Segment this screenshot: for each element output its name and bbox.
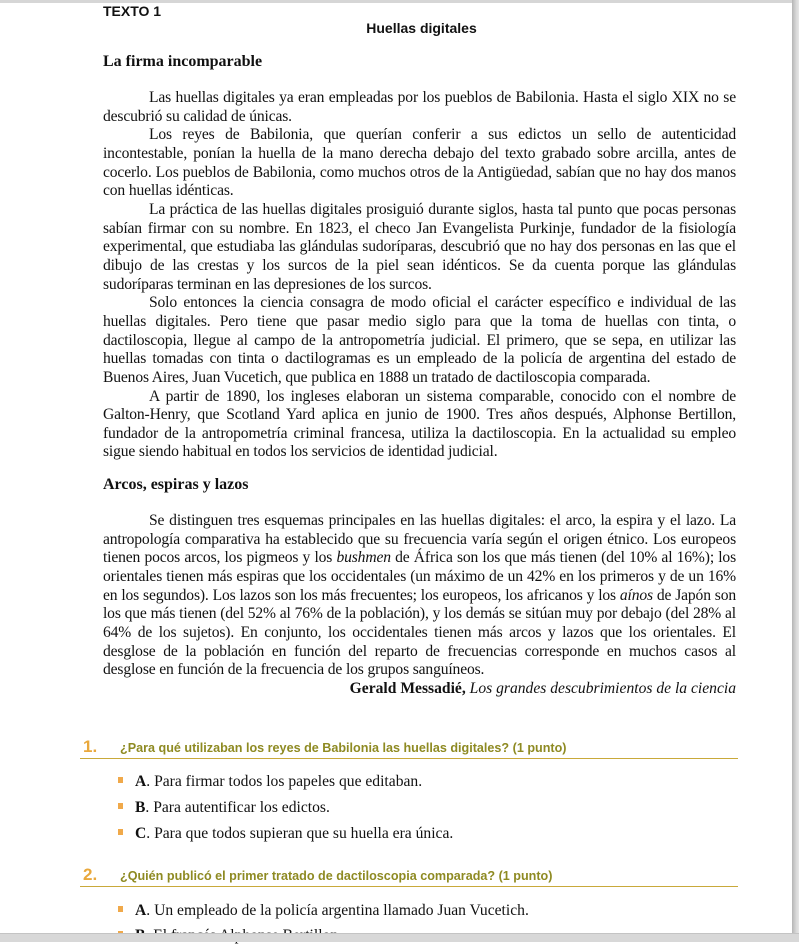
paragraph: Las huellas digitales ya eran empleadas por los pueblos de Babilonia. Hasta el siglo XIX no se descubrió su calidad de únicas.	[103, 89, 736, 125]
document-page	[0, 3, 792, 933]
vertical-scrollbar[interactable]	[792, 0, 799, 942]
question-number: 1.	[83, 737, 98, 756]
question-1-option-a	[118, 773, 422, 791]
paragraph	[103, 512, 736, 680]
bullet-icon	[118, 777, 123, 783]
section-heading: La firma incomparable	[103, 53, 263, 70]
option-text: . Un empleado de la policía argentina llamado Juan Vucetich.	[146, 902, 529, 919]
italic-term: bushmen	[336, 549, 391, 567]
question-2-header	[80, 864, 738, 887]
option-text: . Para firmar todos los papeles que editaban.	[146, 773, 423, 790]
question-text: ¿Quién publicó el primer tratado de dactiloscopia comparada? (1 punto)	[120, 869, 553, 883]
section-firma	[103, 53, 736, 71]
question-1-option-c	[118, 825, 453, 843]
paragraph-text: de África son los que más tienen (del 10% al 16%); los orientales tienen más espiras que los occidentales (un máximo de un 42% en los primeros y de un 16% en los segundos). Los lazos son los más frecuentes; los europeos, los africanos y los	[103, 549, 737, 604]
section-heading: Arcos, espiras y lazos	[103, 476, 249, 493]
paragraph-text: Se distinguen tres esquemas principales en las huellas digitales: el arco, la espira y el lazo. La antropología comparativa ha establecido que su frecuencia varía según el origen étnico. Los europeos tienen pocos arcos, los pigmeos y los	[103, 512, 736, 567]
paragraph-text: de Japón son los que más tienen (del 52% al 76% de la población), y los demás se sitúan muy por debajo (del 28% al 64% de los sujetos). En conjunto, los occidentales tienen más arcos y lazos que los orientales. El desglose de la población en función del reparto de frecuencias corresponde en muchos casos al desglose en función de la frecuencia de los grupos sanguíneos.	[103, 586, 736, 679]
option-letter: A	[135, 902, 147, 919]
book-title: Los grandes descubrimientos de la ciencia	[469, 679, 736, 697]
option-letter: C	[135, 825, 147, 842]
paragraph: A partir de 1890, los ingleses elaboran un sistema comparable, conocido con el nombre de Galton-Henry, que Scotland Yard aplica en junio de 1900. Tres años después, Alphonse Bertillon, fundador de la antropometría criminal francesa, utiliza la dactiloscopia. En la actualidad su empleo sigue siendo habitual en todos los servicios de identidad judicial.	[103, 387, 736, 461]
section-arcos-body	[103, 512, 736, 699]
paragraph: Los reyes de Babilonia, que querían conferir a sus edictos un sello de autenticidad incontestable, ponían la huella de la mano derecha debajo del texto grabado sobre arcilla, antes de cocerlo. Los pueblos de Babilonia, como muchos otros de la Antigüedad, sabían que no hay dos manos con huellas idénticas.	[103, 126, 736, 200]
paragraph: Solo entonces la ciencia consagra de modo oficial el carácter específico e individual de las huellas digitales. Pero tiene que pasar medio siglo para que la toma de huellas con tinta, o dactiloscopia, llegue al campo de la antropometría judicial. El primero, que se sepa, en utilizar las huellas tomadas con tinta o dactilogramas es un empleado de la policía de argentina del estado de Buenos Aires, Juan Vucetich, que publica en 1888 un tratado de dactiloscopia comparada.	[103, 294, 736, 386]
document-title: Huellas digitales	[366, 20, 477, 36]
section-arcos	[103, 476, 736, 494]
text-label: TEXTO 1	[103, 3, 162, 19]
attribution	[103, 680, 736, 699]
author: Gerald Messadié,	[349, 679, 466, 697]
question-number: 2.	[83, 865, 98, 884]
window-bottom-border	[0, 933, 799, 942]
bullet-icon	[118, 803, 123, 809]
option-text: . Para que todos supieran que su huella era única.	[146, 825, 454, 842]
question-1-header	[80, 736, 738, 759]
option-text: . Para autentificar los edictos.	[145, 799, 330, 816]
question-text: ¿Para qué utilizaban los reyes de Babilonia las huellas digitales? (1 punto)	[120, 741, 567, 755]
section-firma-body	[103, 89, 736, 462]
paragraph: La práctica de las huellas digitales prosiguió durante siglos, hasta tal punto que pocas personas sabían firmar con su nombre. En 1823, el checo Jan Evangelista Purkinje, fundador de la fisiología experimental, que estudiaba las glándulas sudoríparas, descubrió que no hay dos personas en las que el dibujo de las crestas y los surcos de la piel sean idénticos. Se da cuenta porque las glándulas sudoríparas terminan en las depresiones de los surcos.	[103, 200, 736, 293]
option-letter: A	[135, 773, 147, 790]
question-2-option-a	[118, 902, 529, 920]
bullet-icon	[118, 829, 123, 835]
bullet-icon	[118, 906, 123, 912]
option-letter: B	[135, 799, 146, 816]
italic-term: aínos	[619, 586, 653, 604]
question-1-option-b	[118, 799, 330, 817]
